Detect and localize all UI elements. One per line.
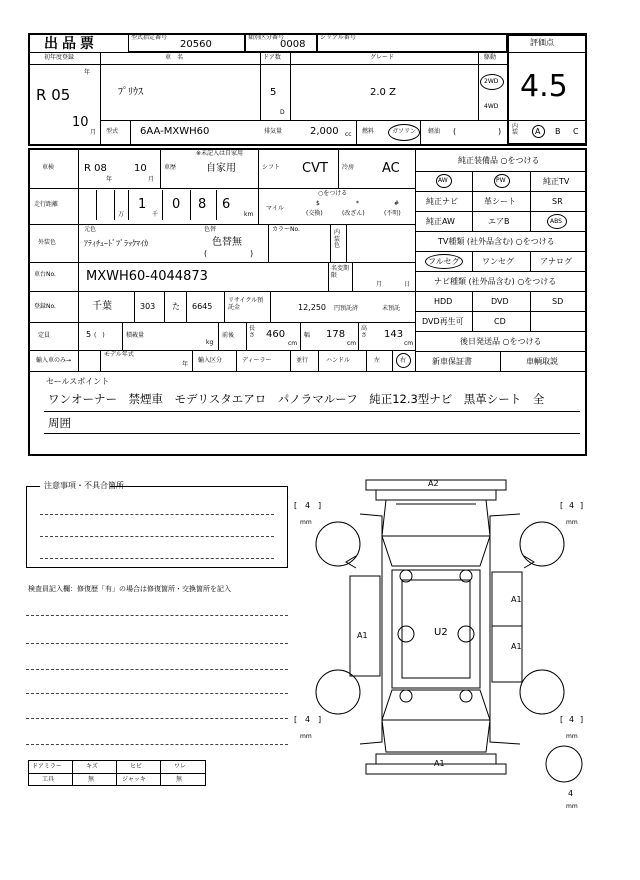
tv-analog: アナログ (540, 257, 572, 266)
mileage-unit-note: ○をつける (318, 190, 348, 197)
equip-abs: ABS (550, 218, 562, 225)
navi-sd: SD (552, 297, 564, 306)
tire-rl-unit: mm (300, 733, 312, 740)
height-label: 高さ (361, 325, 368, 339)
equip-airbag: エアB (488, 217, 510, 226)
color-tone-label: 色替 (204, 226, 217, 233)
handle-label: ハンドル (326, 357, 351, 364)
inspection-value: R 08 (84, 163, 107, 174)
recycle-label: リサイクル預託金 (228, 297, 264, 312)
tire-fr-unit: mm (566, 519, 578, 526)
aircon-label: 冷房 (342, 164, 355, 171)
mileage-star: * (356, 200, 359, 207)
interior-color-label: 内装色 (334, 229, 341, 250)
length-cm: cm (288, 340, 298, 347)
color-original-value: ｱﾃｨﾁｭｰﾄﾞﾌﾞﾗｯｸﾏｲｶ (84, 239, 148, 248)
handle-left: 左 (374, 357, 381, 364)
tire-rl-open: [ (294, 715, 298, 724)
displacement-unit: cc (345, 131, 352, 138)
recycle-unpaid: 未預託 (382, 305, 401, 312)
equip-aw: AW (438, 177, 448, 184)
model-type-label: 型式 (106, 128, 119, 135)
height-value: 143 (384, 329, 404, 340)
tire-spare-unit: mm (566, 803, 578, 810)
history-value: 自家用 (206, 163, 236, 174)
legend-h4: ワレ (174, 763, 187, 770)
score-value: 4.5 (520, 69, 568, 104)
load-unit: kg (206, 339, 214, 346)
category-label: 類別区分番号 (248, 34, 285, 41)
car-name-value: ﾌﾟﾘｳｽ (118, 87, 143, 98)
tire-rl-close: ] (318, 715, 322, 724)
mileage-dollar: $ (316, 200, 320, 207)
inspection-month: 10 (134, 163, 147, 174)
first-reg-month: 10 (72, 115, 89, 130)
drive-label: 駆動 (484, 54, 497, 61)
chassis-value: MXWH60-4044873 (86, 269, 208, 284)
navi-dvd-play: DVD再生可 (422, 317, 464, 326)
mileage-mile: マイル (266, 205, 284, 212)
tv-fullseg: フルセグ (428, 257, 460, 266)
notes-label: 注意事項・不具合箇所 (44, 481, 124, 490)
damage-right-rear-door: A1 (511, 642, 522, 651)
color-paren-open: ( (204, 249, 208, 258)
chassis-label: 車台No. (34, 271, 56, 278)
legend-v2: 無 (88, 776, 95, 783)
equip-leather: 革シート (484, 197, 516, 206)
width-label: 幅 (304, 332, 311, 339)
legend-v3: ジャッキ (122, 776, 146, 783)
mileage-digit-4: 6 (222, 197, 231, 212)
doors-label: ドア数 (263, 54, 281, 61)
mileage-unknown: (不明) (384, 210, 401, 217)
interior-label: 内装 (512, 123, 519, 136)
fuel-gasoline: ガソリン (392, 128, 417, 135)
navi-cd: CD (494, 317, 506, 326)
length-value: 460 (266, 329, 286, 340)
fuel-label: 燃料 (362, 128, 375, 135)
name-change-day: 日 (404, 281, 411, 288)
damage-rear-bottom: A1 (434, 759, 445, 768)
mileage-hash: # (394, 200, 400, 207)
tire-rr-value: 4 (569, 715, 575, 724)
mileage-label: 走行距離 (34, 201, 59, 208)
registration-label: 登録No. (34, 303, 56, 310)
navi-dvd: DVD (491, 297, 509, 306)
width-value: 178 (326, 329, 346, 340)
import-parallel: 並行 (296, 357, 309, 364)
grade-label: グレード (370, 54, 395, 61)
handle-right: 右 (400, 357, 407, 364)
fuel-paren-close: ) (498, 127, 502, 136)
first-registration-label: 初年度登録 (44, 54, 75, 61)
model-type-value: 6AA-MXWH60 (140, 126, 210, 137)
extras-warranty: 新車保証書 (432, 357, 472, 366)
tire-rr-unit: mm (566, 733, 578, 740)
doors-value: 5 (270, 87, 277, 98)
mileage-digit-1: 1 (138, 197, 147, 212)
equipment-title: 純正装備品 ○をつける (458, 156, 540, 165)
tire-fr-close: ] (580, 501, 584, 510)
shift-value: CVT (302, 161, 328, 176)
import-only-label: 輸入車のみ→ (36, 357, 72, 364)
aircon-value: AC (382, 161, 400, 176)
interior-a: A (535, 127, 541, 136)
model-year-suffix: 年 (182, 361, 189, 368)
tire-fl-open: [ (294, 501, 298, 510)
damage-right-front-door: A1 (511, 595, 522, 604)
color-original-label: 元色 (84, 226, 97, 233)
registration-class: 303 (140, 302, 156, 311)
tire-fl-close: ] (318, 501, 322, 510)
interior-b: B (555, 127, 561, 136)
inspection-year-suffix: 年 (106, 176, 113, 183)
mileage-km: km (244, 211, 254, 218)
extras-title: 後日発送品 ○をつける (460, 337, 542, 346)
grade-value: 2.0 Z (370, 87, 396, 98)
mileage-sen-unit: 千 (152, 211, 159, 218)
history-label: 車歴 (164, 164, 177, 171)
mileage-exchange: (交換) (306, 210, 323, 217)
recycle-suffix: 円預託済 (334, 305, 359, 312)
color-no-label: カラーNo. (272, 226, 300, 233)
recycle-amount: 12,250 (298, 303, 326, 312)
displacement-value: 2,000 (310, 126, 339, 137)
tire-fl-unit: mm (300, 519, 312, 526)
fuel-diesel: 軽油 (428, 128, 441, 135)
equip-sr: SR (552, 197, 563, 206)
tire-fr-value: 4 (569, 501, 575, 510)
sales-point-line2: 周囲 (48, 416, 71, 430)
equip-navi: 純正ナビ (426, 197, 458, 206)
registration-number: 6645 (192, 302, 213, 311)
inspection-label: 車検 (42, 164, 55, 171)
name-change-month: 月 (376, 281, 383, 288)
length-label: 長さ (249, 325, 256, 339)
import-type-label: 輸入区分 (198, 357, 223, 364)
mileage-tamper: (改ざん) (342, 210, 365, 217)
tire-spare-value: 4 (568, 789, 574, 798)
legend-h2: キズ (86, 763, 98, 770)
registration-region: 千葉 (92, 301, 112, 312)
mileage-man-unit: 万 (118, 211, 125, 218)
damage-left-door: A1 (357, 631, 368, 640)
serial-label: シリアル番号 (320, 34, 356, 41)
tire-fr-open: [ (560, 501, 564, 510)
color-paren-close: ) (250, 249, 254, 258)
first-reg-era-year: R 05 (36, 86, 71, 104)
legend-h1: ドアミラー (32, 763, 62, 770)
tv-title: TV種類 (社外品含む) ○をつける (438, 237, 555, 246)
fuel-paren-open: ( (453, 127, 457, 136)
model-designation-label: 型式指定番号 (131, 34, 168, 41)
score-label: 評価点 (530, 38, 554, 47)
car-name-label: 車 名 (165, 54, 184, 61)
color-tone-value: 色替無 (212, 237, 242, 248)
tire-rr-close: ] (580, 715, 584, 724)
damage-front-top: A2 (428, 479, 439, 488)
page-title: 出品票 (44, 36, 98, 52)
width-cm: cm (347, 340, 357, 347)
extras-manual: 車輌取説 (526, 357, 558, 366)
equip-genuine-aw: 純正AW (426, 217, 455, 226)
color-label: 外装色 (38, 239, 57, 246)
model-year-label: モデル年式 (104, 351, 134, 358)
mileage-digit-2: 0 (172, 197, 181, 212)
legend-v1: 工具 (42, 776, 55, 783)
height-cm: cm (404, 340, 414, 347)
front-rear-label: 前後 (222, 332, 235, 339)
tire-rl-value: 4 (305, 715, 311, 724)
drive-2wd: 2WD (484, 78, 499, 85)
legend-v4: 無 (176, 776, 183, 783)
inspector-label: 検査員記入欄：修復歴「有」の場合は修復箇所・交換箇所を記入 (28, 585, 231, 593)
capacity-label: 定員 (38, 332, 51, 339)
displacement-label: 排気量 (264, 128, 283, 135)
sales-point-label: セールスポイント (46, 377, 110, 386)
name-change-label: 名変期限 (331, 265, 350, 279)
navi-hdd: HDD (434, 297, 453, 306)
mileage-digit-3: 8 (198, 197, 207, 212)
shift-label: シフト (262, 164, 281, 171)
first-reg-month-suffix: 月 (90, 129, 97, 136)
drive-4wd: 4WD (484, 103, 499, 110)
category-value: 0008 (280, 39, 306, 50)
capacity-paren: ( ) (94, 332, 105, 339)
interior-c: C (573, 127, 579, 136)
navi-title: ナビ種類 (社外品含む) ○をつける (434, 277, 557, 286)
tv-oneseg: ワンセグ (482, 257, 514, 266)
equip-pw: PW (496, 177, 506, 184)
legend-h3: ヒビ (130, 763, 143, 770)
notes-frame (26, 486, 288, 568)
registration-kana: た (172, 302, 180, 311)
load-label: 積載量 (126, 332, 145, 339)
first-reg-year-suffix: 年 (84, 69, 91, 76)
tire-fl-value: 4 (305, 501, 311, 510)
damage-roof: U2 (434, 627, 448, 638)
tire-rr-open: [ (560, 715, 564, 724)
capacity-value: 5 (86, 330, 92, 339)
doors-suffix: D (280, 109, 285, 116)
sales-point-line1: ワンオーナー 禁煙車 モデリスタエアロ パノラマルーフ 純正12.3型ナビ 黒革シート 全 (48, 392, 545, 406)
history-note: ※未記入は自家用 (196, 150, 244, 157)
model-designation-value: 20560 (180, 39, 212, 50)
inspection-month-suffix: 月 (148, 176, 155, 183)
equip-tv: 純正TV (543, 177, 570, 186)
import-dealer: ディーラー (242, 357, 272, 364)
